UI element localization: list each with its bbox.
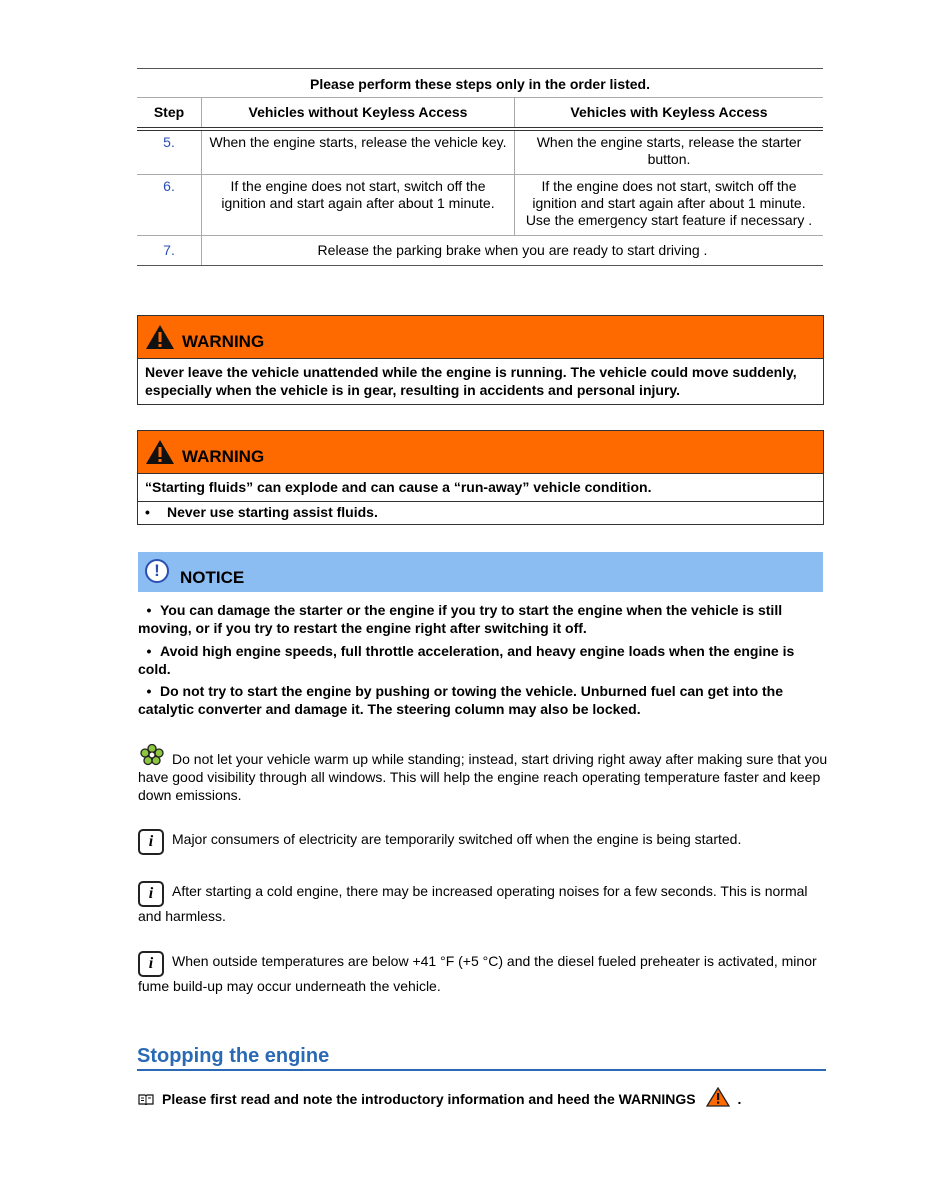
- bullet-icon: •: [146, 683, 152, 699]
- header-step: Step: [137, 98, 202, 130]
- table-row: [137, 129, 823, 175]
- warning-text: “Starting fluids” can explode and can cause a “run-away” vehicle condition.: [145, 479, 652, 495]
- table-row: [137, 236, 823, 266]
- step-text-shared: Release the parking brake when you are ready to start driving .: [202, 236, 824, 266]
- warning-bullet-text: Never use starting assist fluids.: [167, 504, 378, 520]
- bullet-icon: •: [145, 504, 150, 520]
- notice-item: [138, 682, 818, 718]
- bullet-icon: •: [146, 602, 152, 618]
- read-note-text: Please first read and note the introductory information and heed the WARNINGS: [162, 1091, 696, 1107]
- warning-triangle-icon: [145, 324, 175, 350]
- table-row: [137, 175, 823, 236]
- section-title: Stopping the engine: [137, 1045, 330, 1067]
- notice-header: [138, 552, 823, 592]
- notice-item-text: You can damage the starter or the engine if you try to start the engine when the vehicle is still moving, or if you try to restart the engine right after switching it off.: [138, 602, 783, 636]
- warning-bullet: [138, 501, 823, 524]
- header-without-keyless: Vehicles without Keyless Access: [202, 98, 515, 130]
- header-with-keyless: Vehicles with Keyless Access: [515, 98, 824, 130]
- info-note-text: Major consumers of electricity are temporarily switched off when the engine is being started.: [172, 831, 742, 847]
- read-note-period: .: [737, 1091, 742, 1107]
- book-icon: [138, 1092, 162, 1108]
- info-note: [138, 881, 828, 925]
- step-number-link[interactable]: 5.: [163, 134, 175, 150]
- info-icon: i: [138, 951, 164, 977]
- step-text-with: When the engine starts, release the starter button.: [515, 129, 824, 175]
- info-icon: i: [138, 829, 164, 855]
- table-caption: Please perform these steps only in the order listed.: [137, 69, 823, 98]
- info-note: [138, 829, 828, 855]
- warning-title: WARNING: [182, 332, 265, 351]
- eco-flower-icon: [138, 744, 166, 766]
- eco-tip-text: Do not let your vehicle warm up while standing; instead, start driving right away after making sure that you have good visibility through all windows. This will help the engine reach operating temperature faster and keep down emissions.: [138, 751, 828, 803]
- bullet-icon: •: [146, 643, 152, 659]
- info-note-text: After starting a cold engine, there may be increased operating noises for a few seconds. This is normal and harmless.: [138, 883, 808, 924]
- notice-exclamation-icon: !: [145, 559, 169, 583]
- warning-triangle-icon: [145, 439, 175, 465]
- warning-triangle-icon[interactable]: [706, 1087, 730, 1107]
- steps-table: [137, 68, 823, 266]
- info-note-text: When outside temperatures are below +41 °F (+5 °C) and the diesel fueled preheater is activated, minor fume build-up may occur underneath the vehicle.: [138, 953, 817, 994]
- warning-title: WARNING: [182, 447, 265, 466]
- notice-title: NOTICE: [180, 568, 245, 587]
- warning-header: [138, 316, 823, 359]
- info-note: [138, 951, 828, 995]
- notice-item: [138, 601, 818, 637]
- notice-item-text: Do not try to start the engine by pushing or towing the vehicle. Unburned fuel can get into the catalytic converter and damage it. The steering column may also be locked.: [138, 683, 784, 717]
- step-text-with: If the engine does not start, switch off the ignition and start again after about 1 minute. Use the emergency start feature if necessary .: [515, 175, 824, 236]
- notice-item-text: Avoid high engine speeds, full throttle acceleration, and heavy engine loads when the engine is cold.: [138, 643, 795, 677]
- step-number-link[interactable]: 7.: [137, 236, 202, 266]
- step-text-without: If the engine does not start, switch off the ignition and start again after about 1 minute.: [202, 175, 515, 236]
- warning-box-engine-running: [137, 315, 824, 405]
- step-text-without: When the engine starts, release the vehicle key.: [202, 129, 515, 175]
- eco-tip: [138, 744, 828, 804]
- info-icon: i: [138, 881, 164, 907]
- notice-item: [138, 642, 818, 678]
- section-divider: [137, 1069, 826, 1071]
- warning-header: [138, 431, 823, 474]
- warning-box-starting-fluids: [137, 430, 824, 525]
- step-number-link[interactable]: 6.: [137, 175, 202, 236]
- read-note: [138, 1087, 828, 1108]
- warning-text: Never leave the vehicle unattended while the engine is running. The vehicle could move suddenly, especially when the vehicle is in gear, resulting in accidents and personal injury.: [145, 364, 797, 398]
